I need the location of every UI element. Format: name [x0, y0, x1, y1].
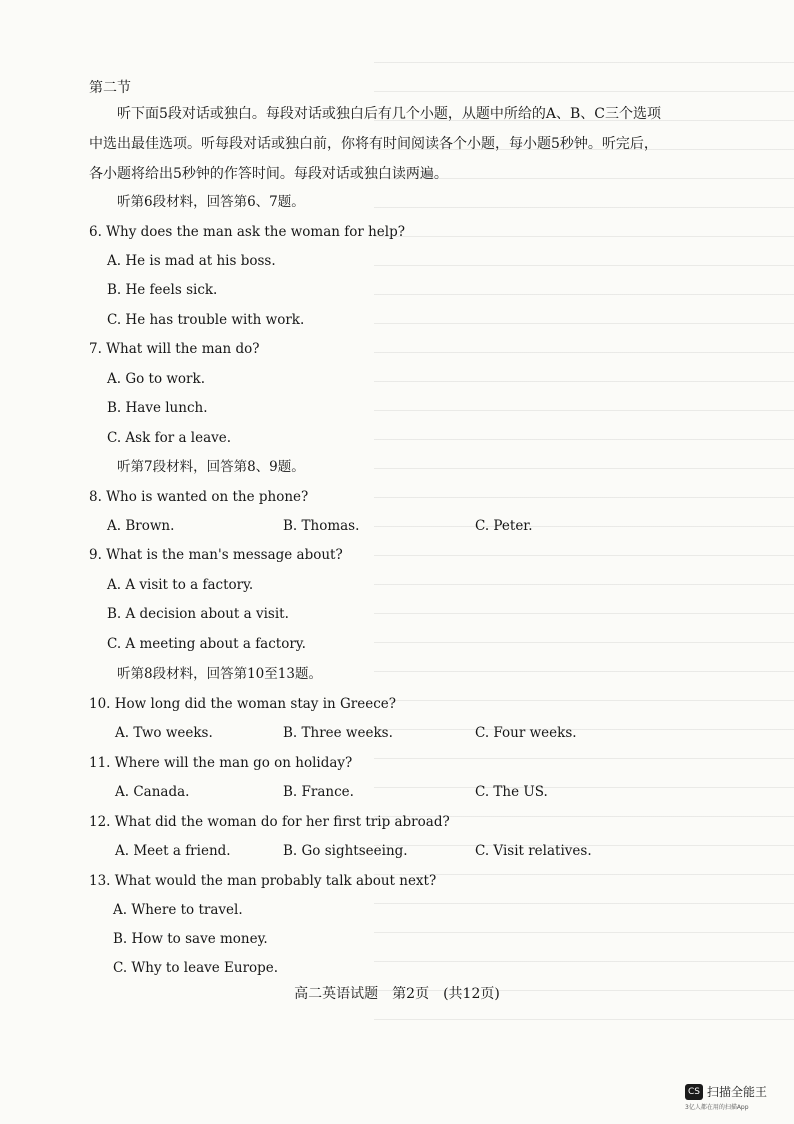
option: B. How to save money.: [113, 931, 268, 947]
option-row: [115, 841, 715, 861]
option: A. Where to travel.: [113, 902, 243, 918]
option: A. He is mad at his boss.: [107, 253, 276, 269]
option: C. He has trouble with work.: [107, 312, 305, 328]
instruction-line: 中选出最佳选项。听每段对话或独白前，你将有时间阅读各个小题，每小题5秒钟。听完后，: [89, 136, 658, 152]
option: B. Three weeks.: [283, 725, 393, 741]
instruction-line: 听下面5段对话或独白。每段对话或独白后有几个小题，从题中所给的A、B、C三个选项: [117, 106, 662, 122]
question-stem: 9. What is the man's message about?: [89, 547, 343, 563]
option-row: [115, 782, 715, 802]
group-intro: 听第7段材料，回答第8、9题。: [117, 459, 305, 475]
option: B. He feels sick.: [107, 282, 218, 298]
question-stem: 8. Who is wanted on the phone?: [89, 489, 309, 505]
option: B. France.: [283, 784, 354, 800]
scanner-tagline: 3亿人都在用的扫描App: [685, 1104, 749, 1111]
question-stem: 11. Where will the man go on holiday?: [89, 755, 353, 771]
option: B. A decision about a visit.: [107, 606, 289, 622]
question-stem: 10. How long did the woman stay in Greece?: [89, 696, 397, 712]
option-row: [115, 723, 715, 743]
group-intro: 听第6段材料，回答第6、7题。: [117, 194, 305, 210]
option: B. Go sightseeing.: [283, 843, 408, 859]
question-stem: 13. What would the man probably talk about next?: [89, 873, 437, 889]
option: A. Two weeks.: [115, 725, 213, 741]
camscanner-logo-icon: CS: [685, 1084, 703, 1100]
group-intro: 听第8段材料，回答第10至13题。: [117, 666, 322, 682]
option: C. Visit relatives.: [475, 843, 592, 859]
option: B. Thomas.: [283, 518, 360, 534]
option: C. Four weeks.: [475, 725, 577, 741]
page-footer: 高二英语试题 第2页 (共12页): [294, 986, 500, 1002]
question-stem: 12. What did the woman do for her first trip abroad?: [89, 814, 450, 830]
option: C. Peter.: [475, 518, 533, 534]
option: A. Go to work.: [107, 371, 205, 387]
option: A. Brown.: [107, 518, 175, 534]
option: C. The US.: [475, 784, 548, 800]
section-heading: 第二节: [89, 80, 131, 96]
option: B. Have lunch.: [107, 400, 208, 416]
option: C. Ask for a leave.: [107, 430, 232, 446]
option: C. Why to leave Europe.: [113, 960, 279, 976]
scanner-watermark: [685, 1084, 785, 1114]
question-stem: 7. What will the man do?: [89, 341, 260, 357]
option: C. A meeting about a factory.: [107, 636, 306, 652]
option-row: [107, 516, 707, 536]
scanner-name: 扫描全能王: [707, 1085, 768, 1099]
question-stem: 6. Why does the man ask the woman for help?: [89, 224, 405, 240]
instruction-line: 各小题将给出5秒钟的作答时间。每段对话或独白读两遍。: [89, 166, 448, 182]
option: A. Canada.: [115, 784, 190, 800]
section-instructions: [89, 99, 709, 189]
option: A. A visit to a factory.: [107, 577, 254, 593]
option: A. Meet a friend.: [115, 843, 231, 859]
